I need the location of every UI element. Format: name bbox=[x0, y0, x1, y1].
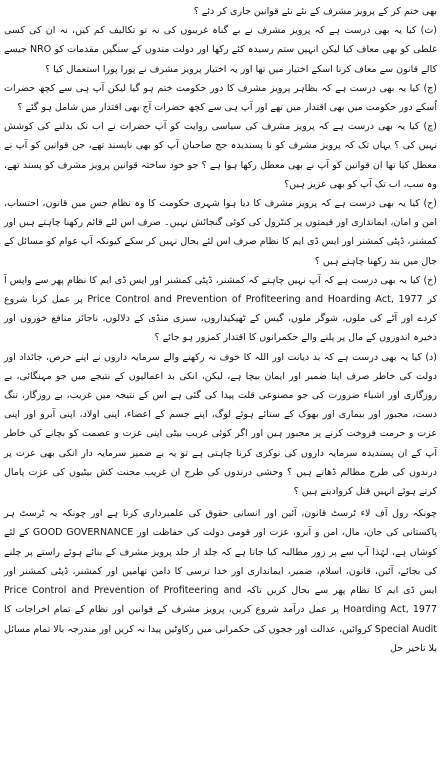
paragraph-item-che: (چ) کیا یہ بھی درست ہے کہ پرویز مشرف کی سیاسی روایت کو آپ حضرات نے اب تک بدلنے کی کوشش نہیں کی ؟ یہاں تک کہ پرویز مشرف کو نا پسندیدہ جج صاحبان آپ کو بھی ناپسند تھے، جن قوانین کو آپ نے معطل کیا تھا ان قوانین کو آپ نے بھی معطل رکھا ہوا ہے ؟ جو خود ساختہ قوانین پرویز مشرف کو پسند تھے، وہ سب، اب تک آپ کو بھی عزیز ہیں؟ bbox=[4, 121, 437, 190]
paragraph-item-se: (ث) کیا یہ بھی درست ہے کہ پرویز مشرف نے بے گناہ غریبوں کی نہ تو تکالیف کم کیں، نہ ان کی کسی غلطی کو بھی معاف کیا لیکن انہیں ستم رسیدہ کئے رکھا اور دولت مندوں کے سنگین مقدمات کو NRO جیسے کالے قانون سے معاف کرنا اسکے اختیار میں تھا اور یہ اختیار پرویز مشرف نے پورا پورا استعمال کیا ؟ bbox=[4, 25, 437, 75]
paragraph-demand: چونکہ رول آف لاء ٹرسٹ قانون، آئین اور انسانی حقوق کی علمبرداری کرتا ہے اور چونکہ یہ ٹرسٹ ہر پاکستانی کی جان، مال، امن و آبرو، عزت اور قومی دولت کی حفاظت اور GOOD GOVERNANCE کے لئے کوشاں ہے، لہٰذا آپ سے پر زور مطالبہ کیا جاتا ہے کہ جلد از جلد پرویز مشرف کے بنائے ہوئے راستے پر چلنے کی بجائے، آئین، قانون، اسلام، ضمیر، ایمانداری اور خدا ترسی کا دامن تھامیں اور کمشنر، ڈپٹی کمشنر اور ایس ڈی ایم کا نظام پھر سے بحال کریں تاکہ Price Control and Prevention of Profiteering and Hoarding Act, 1977 پر عمل درآمد شروع کریں، پرویز مشرف کے قوانین اور نظام کے تمام اخراجات کا Special Audit کروائیں، عدالت اور ججوں کی حکمرانی میں رکاوٹیں پیدا نہ کریں اور مندرجہ بالا تمام مسائل بلا تاخیر حل bbox=[4, 508, 437, 654]
paragraph-continuation: بھی ختم کر کے پرویز مشرف کے نئے نئے قوانین جاری کر دئے ؟ bbox=[193, 6, 437, 17]
paragraph-item-jeem: (ج) کیا یہ بھی درست ہے کہ بظاہر پرویز مشرف کا دور حکومت ختم ہو گیا لیکن آپ ہی سے کچھ حضرات اُسکے دور حکومت میں بھی اقتدار میں تھے اور آپ ہی سے کچھ حضرات آج بھی اقتدار میں شامل ہو گئے ؟ bbox=[4, 82, 437, 114]
paragraph-item-khe: (خ) کیا یہ بھی درست ہے کہ آپ نہیں چاہتے کہ کمشنر، ڈپٹی کمشنر اور ایس ڈی ایم کا نظام پھر سے واپس آ کر Price Control and Prevention of Profiteering and Hoarding Act, 1977 پر عمل کرنا شروع کردے اور آٹے کی ملوں، شوگر ملوں، گیس کے ٹھیکیداروں، سبزی منڈی کے دلالوں، ناجائز منافع خوروں اور ذخیرہ اندوزوں کے مال پر پلنے والے حکمرانوں کا اقتدار کمزور ہو جائے ؟ bbox=[4, 274, 437, 344]
paragraph-item-hay: (ح) کیا یہ بھی درست ہے کہ پرویز مشرف کا دیا ہوا شہری حکومت کا وہ نظام جس میں قانون، احتساب، امن و امان، ایمانداری اور قیمتوں پر کنٹرول کی کوئی گنجائش نہیں۔ صرف اس لئے قائم رکھنا چاہتے ہیں اور کمشنر، ڈپٹی کمشنر اور ایس ڈی ایم کا نظام صرف اس لئے بحال نہیں کر سکے کیونکہ آپ عوام کو مسائل کے جال میں بند رکھنا چاہتے ہیں ؟ bbox=[4, 198, 437, 267]
paragraph-item-daal: (د) کیا یہ بھی درست ہے کہ بد دیانت اور اللہ کا خوف نہ رکھنے والے سرمایہ داروں نے اپنے حرص، جائداد اور دولت کی خاطر صرف اپنا ضمیر اور ایمان بیچا ہے، لیکن، انکی بد اعمالیوں کے نتیجے میں جو مہنگائی، بے روزگاری اور اشیاء ضرورت کی جو مصنوعی قلت پیدا کی گئی ہے اس کے نتیجہ میں غریب، بے روزگار، تنگ دست، مجبور اور بیماری اور بھوک کے ستائے ہوئے لوگ، اپنے جسم کے اعضاء، اپنی اولاد، اپنی آبرو اور اپنی عزت و حرمت فروخت کرنے پر مجبور ہیں اور اگر کوئی غریب بیٹی اپنی عزت و عصمت کو بچانے کی خاطر آپ کے ان پسندیدہ سرمایہ داروں کی نوکری کرنا چاہتی ہے تو یہ بے ضمیر سرمایہ دار انکی بھی عزت پر درندوں کی طرح مظالم ڈھاتے ہیں ؟ وحشی درندوں کی طرح ان غریب محنت کش بیٹیوں کی عزت پامال کرتے ہوئے انہیں قتل کروادیتے ہیں ؟ bbox=[4, 351, 437, 498]
